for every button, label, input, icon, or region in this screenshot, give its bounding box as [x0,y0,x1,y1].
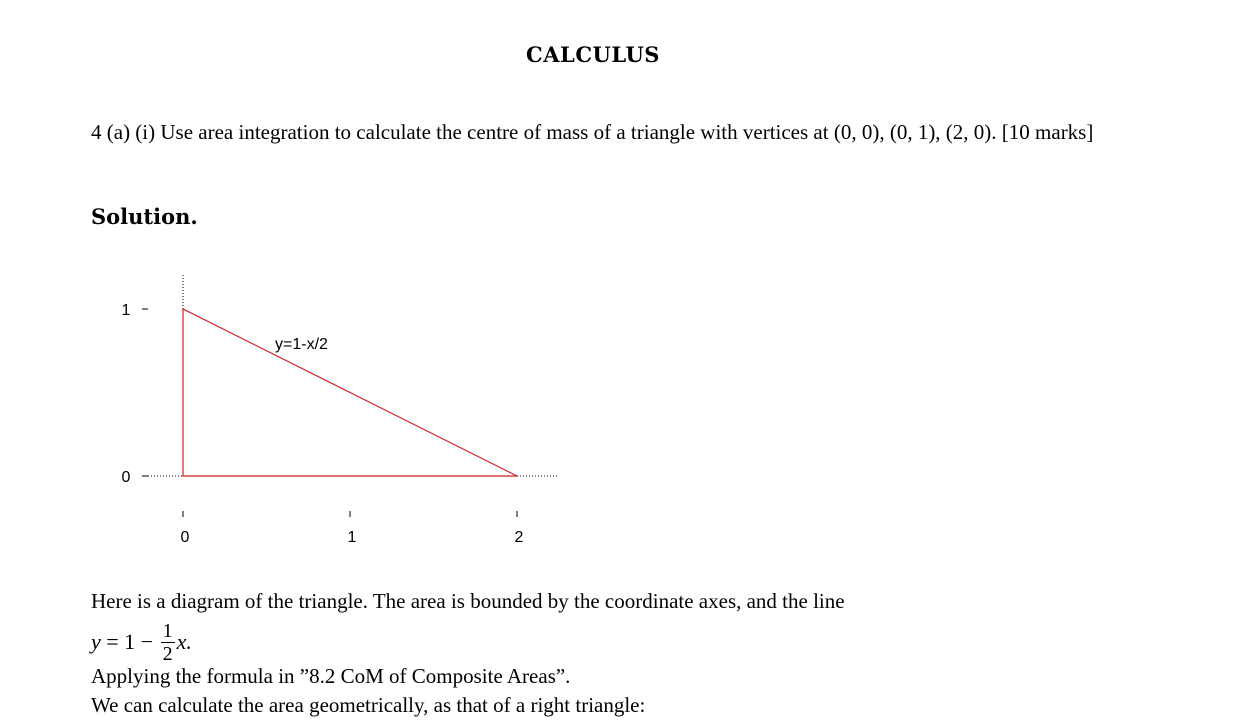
question-text: 4 (a) (i) Use area integration to calculate the centre of mass of a triangle with vertices at (0, 0), (0, 1), (2, 0). [10 marks] [91,120,1094,144]
triangle-diagram [100,265,580,565]
x-tick-label-2: 2 [514,529,524,546]
page-title: CALCULUS [526,42,660,67]
y-tick-label-1: 1 [121,302,131,319]
fraction-denominator: 2 [162,642,173,665]
solution-heading: Solution. [91,204,198,229]
x-tick-label-1: 1 [347,529,357,546]
fraction-numerator: 1 [162,619,173,642]
paragraph-diagram-description: Here is a diagram of the triangle. The area is bounded by the coordinate axes, and the line [91,589,845,613]
equation-fraction [161,620,175,665]
x-tick-label-0: 0 [180,529,190,546]
y-tick-label-0: 0 [121,469,131,486]
equation-equals: = 1 − [100,629,159,654]
equation-rhs: x. [176,629,192,654]
line-label: y=1-x/2 [275,336,328,353]
equation-lhs: y [91,629,101,654]
paragraph-formula-reference: Applying the formula in ”8.2 CoM of Composite Areas”. [91,664,571,688]
paragraph-area-geometric: We can calculate the area geometrically, as that of a right triangle: [91,693,646,717]
line-equation [91,612,192,672]
triangle-shape [183,309,517,476]
